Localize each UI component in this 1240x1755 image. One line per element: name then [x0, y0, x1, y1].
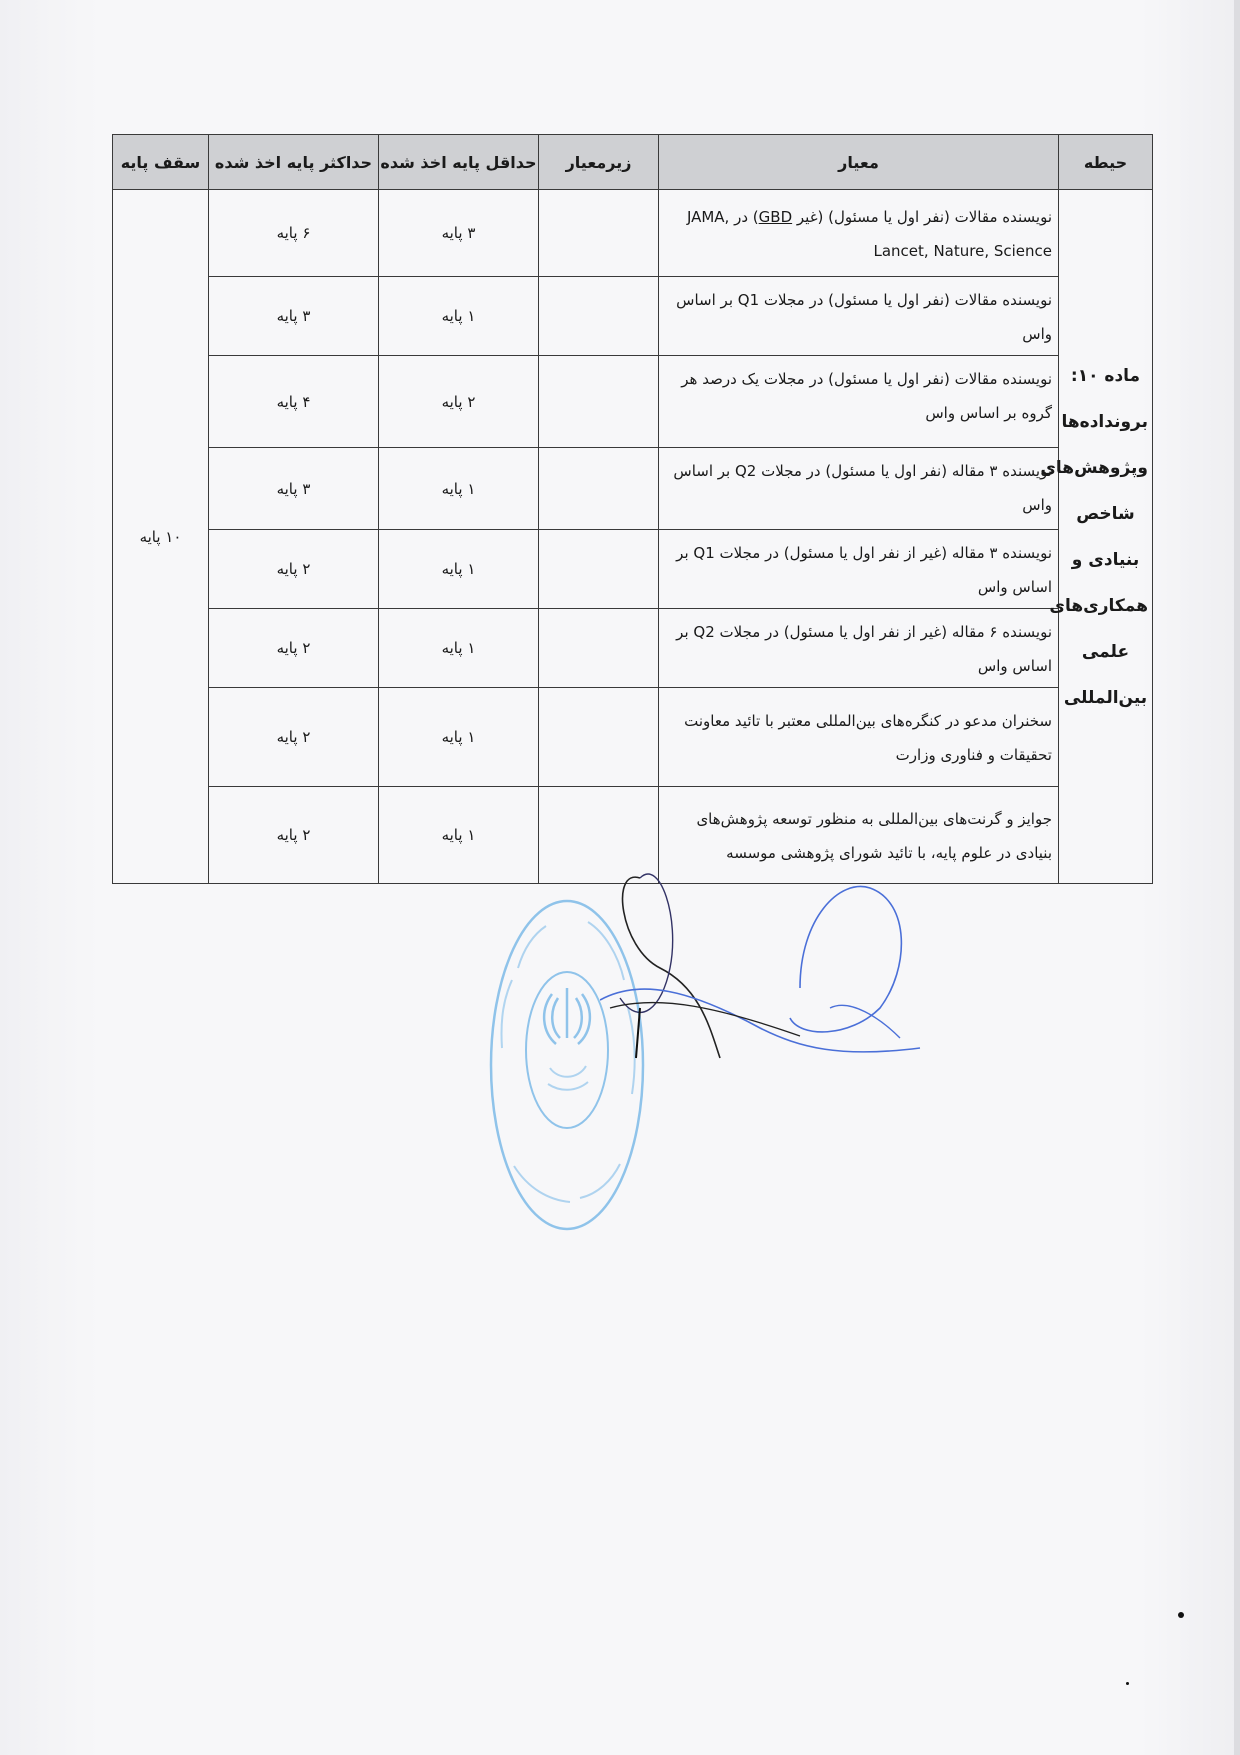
criterion-text: نویسنده مقالات (نفر اول یا مسئول) (غیر — [792, 208, 1052, 226]
table-row — [113, 530, 1153, 609]
criterion-cell — [659, 190, 1059, 277]
header-criterion: معیار — [659, 135, 1059, 190]
criterion-cell: نویسنده ۶ مقاله (غیر از نفر اول یا مسئول) در مجلات Q2 بر اساس واس — [659, 609, 1059, 688]
min-grade-cell: ۱ پایه — [379, 448, 539, 530]
criterion-underlined: GBD — [758, 208, 793, 226]
min-grade-cell: ۲ پایه — [379, 356, 539, 448]
sub-criterion-cell — [539, 688, 659, 787]
min-grade-cell: ۱ پایه — [379, 609, 539, 688]
criterion-cell: جوایز و گرنت‌های بین‌المللی به منظور توسعه پژوهش‌های بنیادی در علوم پایه، با تائید شورای پژوهشی موسسه — [659, 787, 1059, 884]
criterion-cell: نویسنده ۳ مقاله (نفر اول یا مسئول) در مجلات Q2 بر اساس واس — [659, 448, 1059, 530]
sub-criterion-cell — [539, 356, 659, 448]
scan-edge — [1234, 0, 1240, 1755]
table-header-row — [113, 135, 1153, 190]
criterion-cell: نویسنده ۳ مقاله (غیر از نفر اول یا مسئول) در مجلات Q1 بر اساس واس — [659, 530, 1059, 609]
header-sub-criterion: زیرمعیار — [539, 135, 659, 190]
header-domain: حیطه — [1059, 135, 1153, 190]
table-row — [113, 356, 1153, 448]
max-grade-cell: ۶ پایه — [209, 190, 379, 277]
criteria-table — [112, 134, 1153, 884]
header-min-grade: حداقل پایه اخذ شده — [379, 135, 539, 190]
max-grade-cell: ۲ پایه — [209, 688, 379, 787]
min-grade-cell: ۱ پایه — [379, 688, 539, 787]
table-row — [113, 609, 1153, 688]
max-grade-cell: ۳ پایه — [209, 448, 379, 530]
min-grade-cell: ۱ پایه — [379, 277, 539, 356]
table-row — [113, 448, 1153, 530]
sub-criterion-cell — [539, 609, 659, 688]
table-row — [113, 190, 1153, 277]
header-max-grade: حداکثر پایه اخذ شده — [209, 135, 379, 190]
max-grade-cell: ۳ پایه — [209, 277, 379, 356]
max-grade-cell: ۲ پایه — [209, 609, 379, 688]
max-grade-cell: ۴ پایه — [209, 356, 379, 448]
sub-criterion-cell — [539, 530, 659, 609]
grade-cap-cell: ۱۰ پایه — [113, 190, 209, 884]
signature — [600, 858, 930, 1088]
sub-criterion-cell — [539, 190, 659, 277]
criterion-cell: نویسنده مقالات (نفر اول یا مسئول) در مجلات Q1 بر اساس واس — [659, 277, 1059, 356]
scan-speck — [1178, 1612, 1184, 1618]
header-grade-cap: سقف پایه — [113, 135, 209, 190]
max-grade-cell: ۲ پایه — [209, 787, 379, 884]
scan-speck — [1126, 1682, 1129, 1685]
domain-cell: ماده ۱۰: برونداده‌ها وپژوهش‌های شاخص بنیادی و همکاری‌های علمی بین‌المللی — [1059, 190, 1153, 884]
min-grade-cell: ۱ پایه — [379, 787, 539, 884]
criterion-text: ) در JAMA, Lancet, Nature, Science — [686, 208, 1052, 260]
sub-criterion-cell — [539, 277, 659, 356]
table-row — [113, 277, 1153, 356]
criterion-cell: نویسنده مقالات (نفر اول یا مسئول) در مجلات یک درصد هر گروه بر اساس واس — [659, 356, 1059, 448]
table-row — [113, 688, 1153, 787]
max-grade-cell: ۲ پایه — [209, 530, 379, 609]
min-grade-cell: ۳ پایه — [379, 190, 539, 277]
criterion-cell: سخنران مدعو در کنگره‌های بین‌المللی معتبر با تائید معاونت تحقیقات و فناوری وزارت — [659, 688, 1059, 787]
sub-criterion-cell — [539, 448, 659, 530]
min-grade-cell: ۱ پایه — [379, 530, 539, 609]
emblem-icon — [544, 988, 590, 1044]
